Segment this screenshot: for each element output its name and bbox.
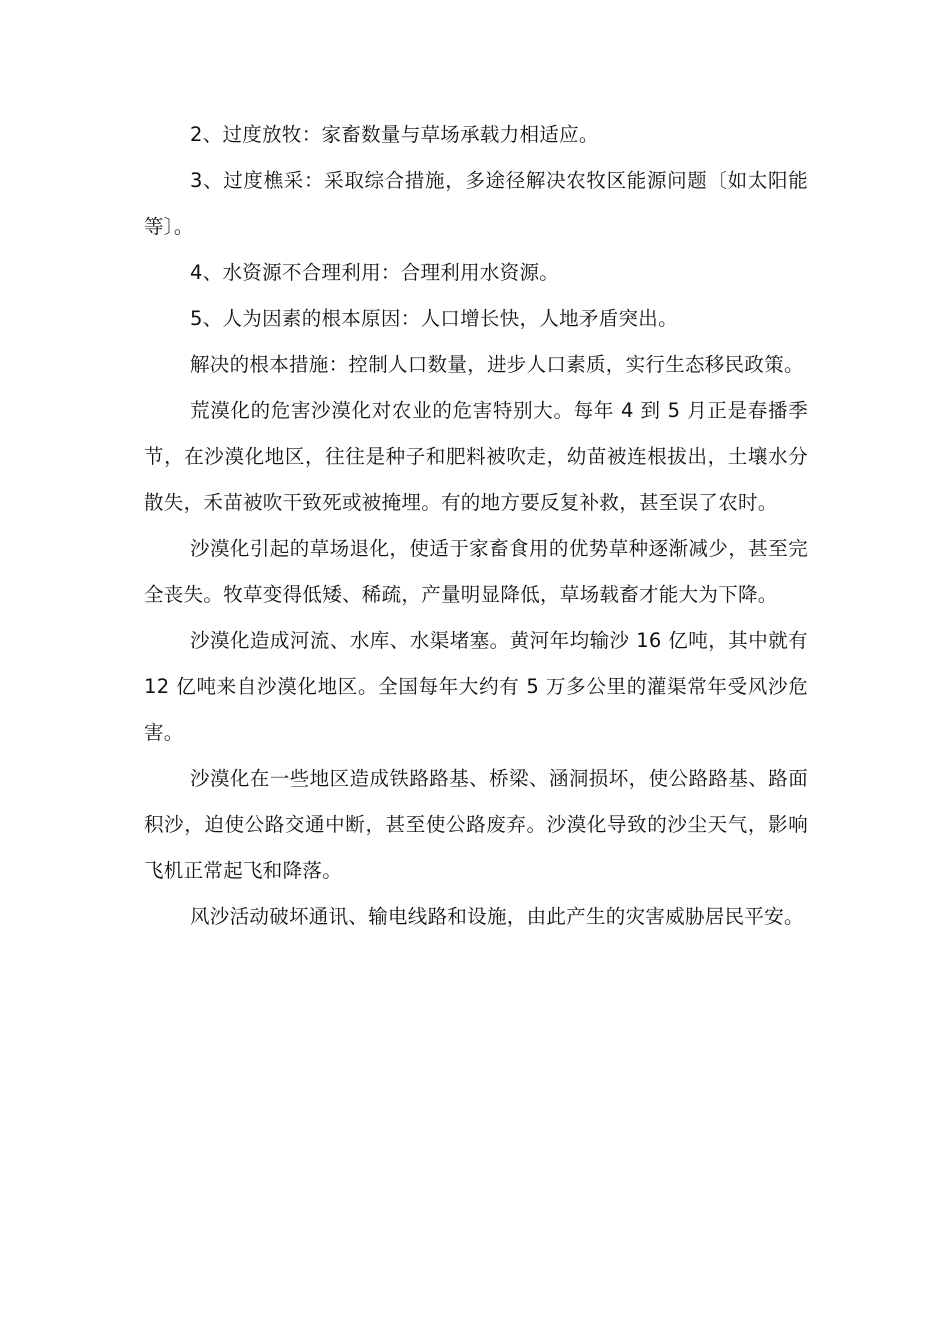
paragraph-transport-damage: 沙漠化在一些地区造成铁路路基、桥梁、涵洞损坏，使公路路基、路面积沙，迫使公路交通中断，甚至使公路废弃。沙漠化导致的沙尘天气，影响飞机正常起飞和降落。 xyxy=(144,767,808,882)
paragraph-water-resources: 4、水资源不合理利用：合理利用水资源。 xyxy=(190,261,560,284)
paragraph-grassland-degradation: 沙漠化引起的草场退化，使适于家畜食用的优势草种逐渐减少，甚至完全丧失。牧草变得低矮、稀疏，产量明显降低，草场载畜才能大为下降。 xyxy=(144,537,808,606)
paragraph-agriculture-harm: 荒漠化的危害沙漠化对农业的危害特别大。每年 4 到 5 月正是春播季节，在沙漠化地区，往往是种子和肥料被吹走，幼苗被连根拔出，土壤水分散失，禾苗被吹干致死或被掩埋。有的地方要反复补救，甚至误了农时。 xyxy=(144,399,808,514)
paragraph-overgrazing: 2、过度放牧：家畜数量与草场承载力相适应。 xyxy=(190,123,599,146)
paragraph-infrastructure-damage: 风沙活动破坏通讯、输电线路和设施，由此产生的灾害威胁居民平安。 xyxy=(190,905,804,928)
paragraph-fundamental-measures: 解决的根本措施：控制人口数量，进步人口素质，实行生态移民政策。 xyxy=(190,353,804,376)
document-body xyxy=(144,112,808,940)
paragraph-river-blockage: 沙漠化造成河流、水库、水渠堵塞。黄河年均输沙 16 亿吨，其中就有 12 亿吨来自沙漠化地区。全国每年大约有 5 万多公里的灌渠常年受风沙危害。 xyxy=(144,629,808,744)
paragraph-overharvesting: 3、过度樵采：采取综合措施，多途径解决农牧区能源问题〔如太阳能等〕。 xyxy=(144,169,808,238)
paragraph-root-cause: 5、人为因素的根本原因：人口增长快，人地矛盾突出。 xyxy=(190,307,678,330)
